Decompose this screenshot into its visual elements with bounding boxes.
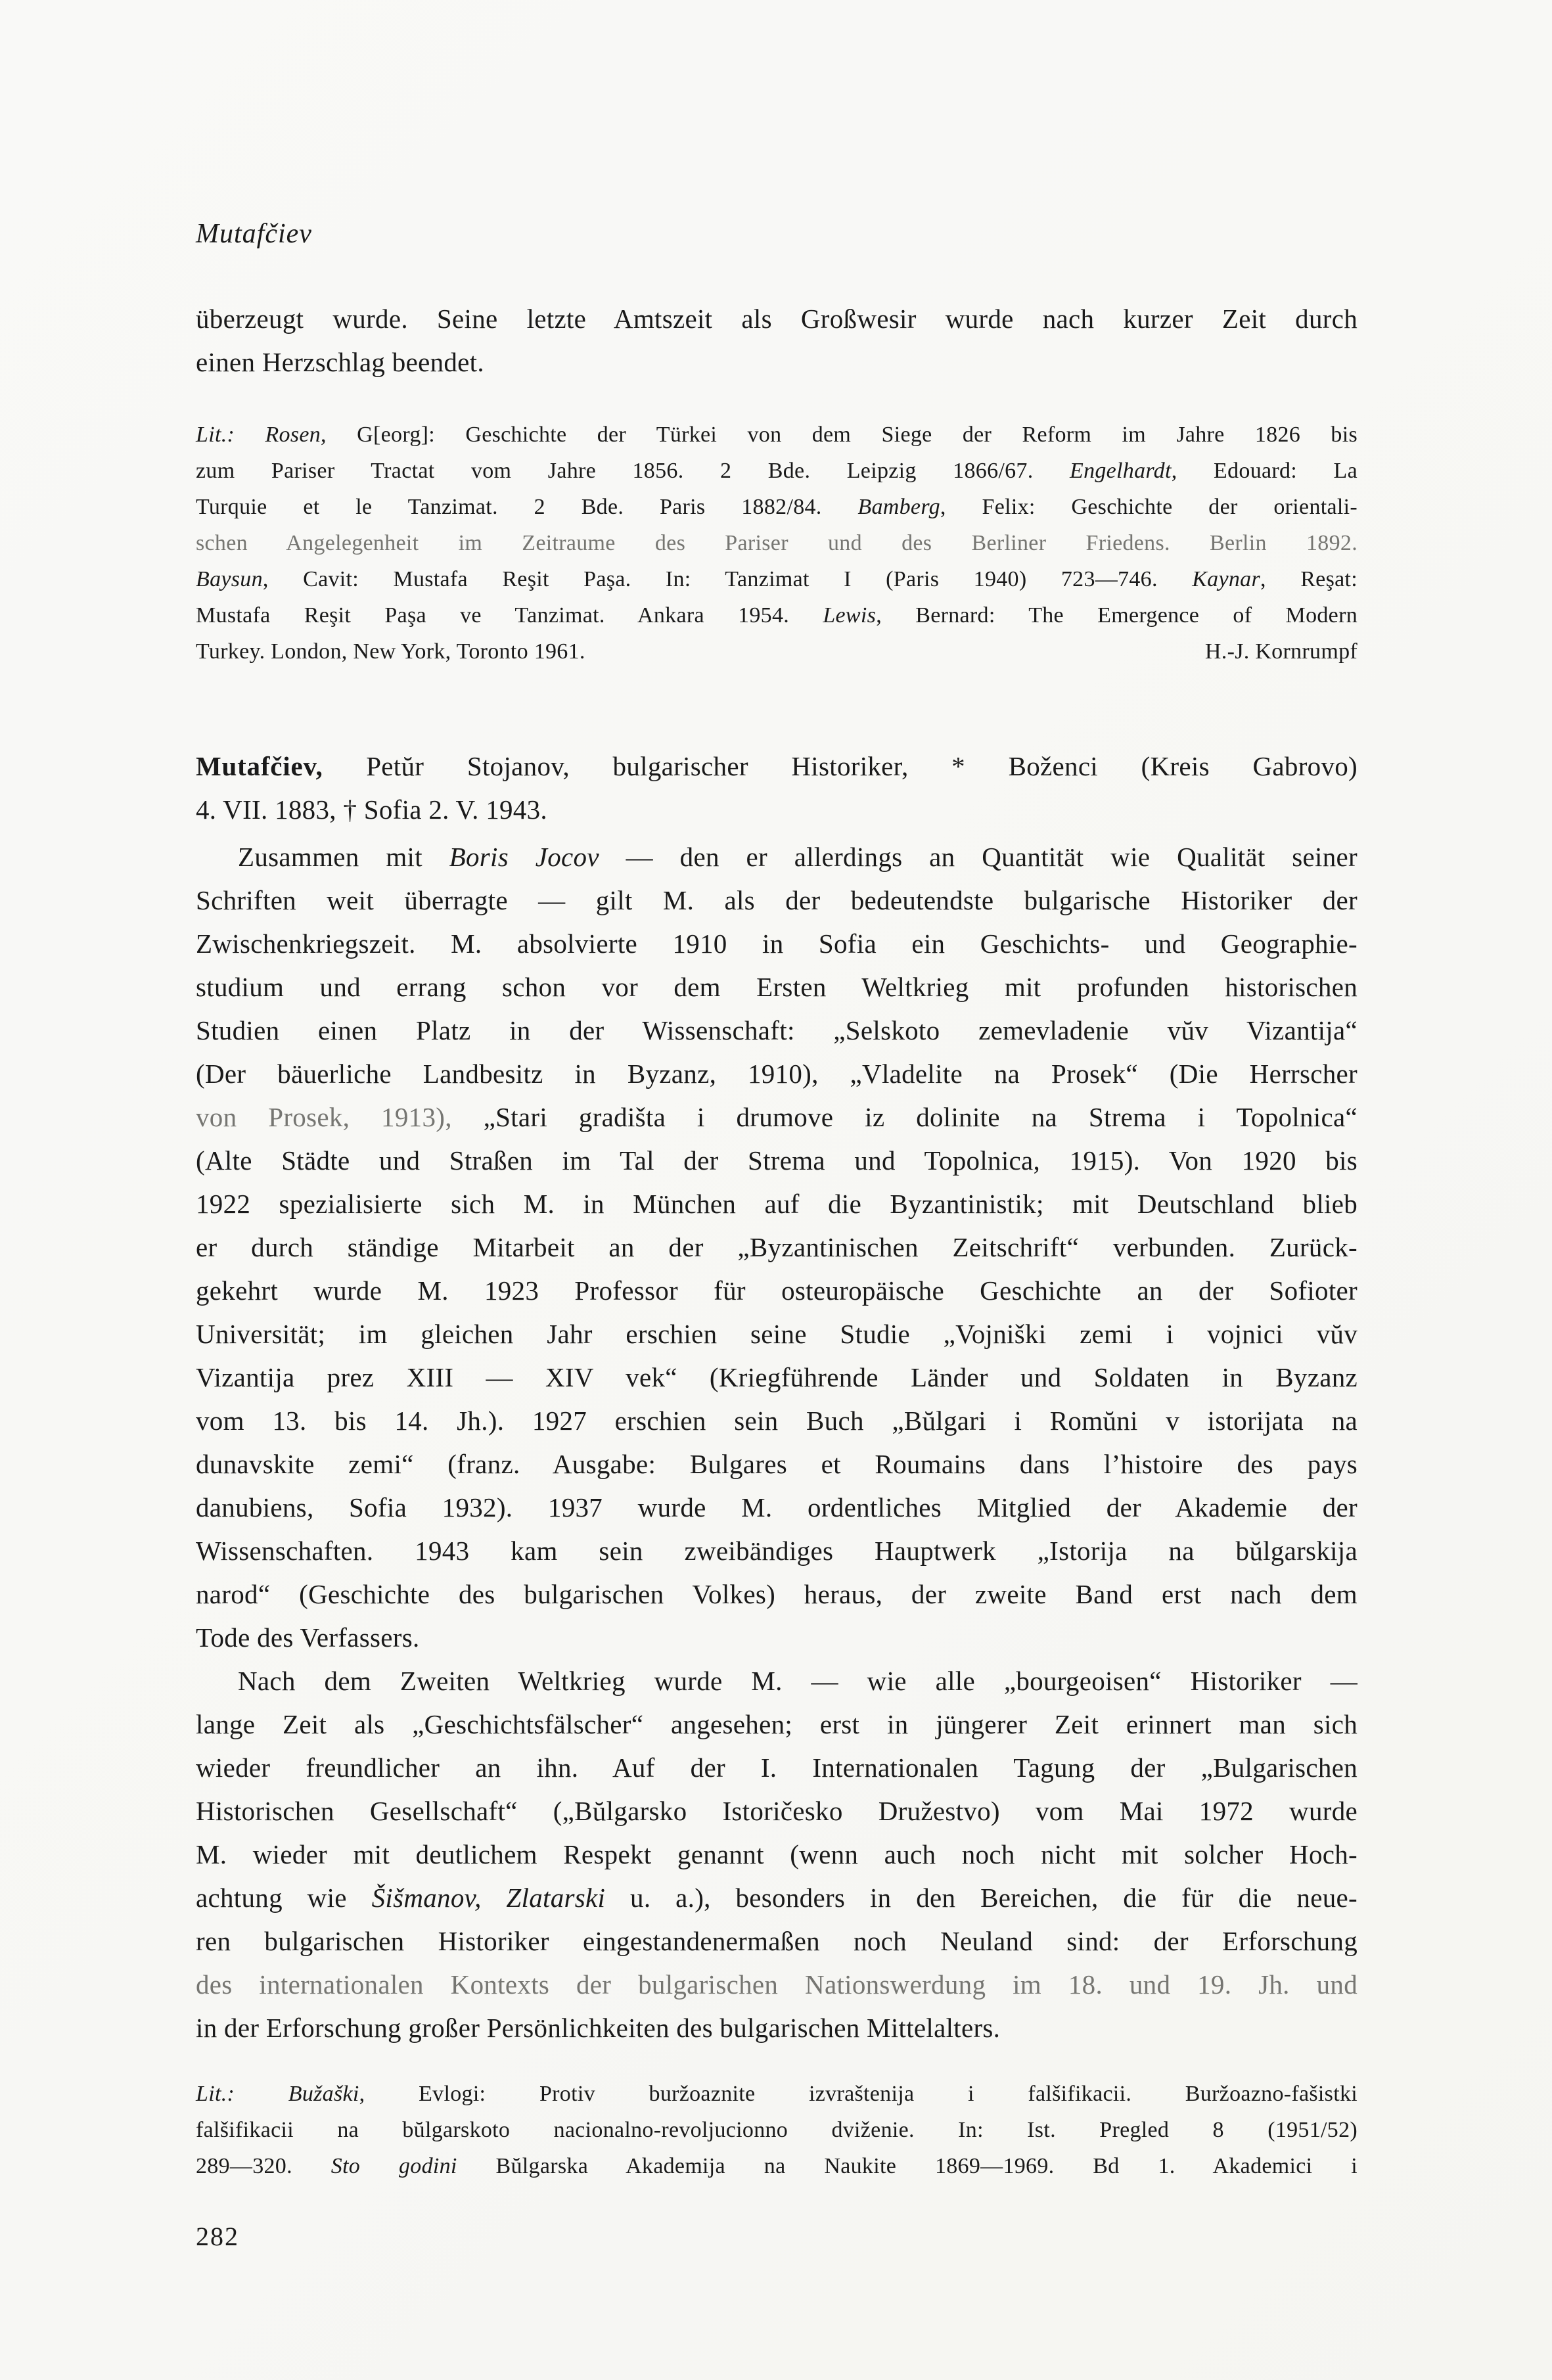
text-segment: , Edouard: La bbox=[1171, 459, 1358, 483]
text-line bbox=[196, 1529, 1358, 1572]
text-segment: , G[eorg]: Geschichte der Türkei von dem Siege der Reform im Jahre 1826 bis bbox=[321, 423, 1358, 447]
text-segment: Wissenschaften. 1943 kam sein zweibändiges Hauptwerk „Istorija na bŭlgarskija bbox=[196, 1536, 1358, 1566]
text-segment: Nach dem Zweiten Weltkrieg wurde M. — wie alle „bourgeoisen“ Historiker — bbox=[238, 1666, 1358, 1696]
text-segment: 1922 spezialisierte sich M. in München auf die Byzantinistik; mit Deutschland blieb bbox=[196, 1189, 1358, 1219]
entry-block bbox=[196, 744, 1358, 2049]
text-segment: Petŭr Stojanov, bulgarischer Historiker, * Boženci (Kreis Gabrovo) bbox=[323, 751, 1358, 781]
text-segment: Engelhardt bbox=[1070, 459, 1172, 483]
text-line bbox=[196, 965, 1358, 1009]
entry-paragraph-2 bbox=[196, 1659, 1358, 2049]
text-segment: , Reşat: bbox=[1260, 567, 1358, 591]
text-segment: Sto godini bbox=[331, 2154, 457, 2178]
text-line bbox=[196, 835, 1358, 879]
text-line bbox=[196, 1616, 1358, 1659]
text-segment: (Der bäuerliche Landbesitz in Byzanz, 1910), „Vladelite na Prosek“ (Die Herrscher bbox=[196, 1059, 1358, 1089]
text-line bbox=[196, 417, 1358, 453]
text-segment: einen Herzschlag beendet. bbox=[196, 347, 484, 377]
text-line bbox=[196, 1225, 1358, 1269]
text-segment: Kaynar bbox=[1192, 567, 1260, 591]
page-number: 282 bbox=[196, 2222, 239, 2251]
text-segment: falšifikacii na bŭlgarskoto nacionalno-revoljucionno dviženie. In: Ist. Pregled 8 (1951/52) bbox=[196, 2118, 1358, 2142]
text-line bbox=[196, 453, 1358, 489]
text-segment: Studien einen Platz in der Wissenschaft: „Selskoto zemevladenie vŭv Vizantija“ bbox=[196, 1015, 1358, 1045]
text-line bbox=[196, 922, 1358, 965]
text-segment: M. wieder mit deutlichem Respekt genannt (wenn auch noch nicht mit solcher Hoch- bbox=[196, 1839, 1358, 1869]
text-segment: achtung wie bbox=[196, 1883, 372, 1913]
text-segment: Bamberg bbox=[857, 495, 940, 519]
text-line bbox=[196, 1833, 1358, 1876]
text-line bbox=[196, 633, 1358, 670]
text-segment: Zusammen mit bbox=[238, 842, 449, 872]
text-line bbox=[196, 879, 1358, 922]
text-segment: Bužaški bbox=[288, 2082, 359, 2106]
text-line bbox=[196, 561, 1358, 597]
text-line bbox=[196, 340, 1358, 384]
text-line bbox=[196, 1009, 1358, 1052]
text-line bbox=[196, 1919, 1358, 1963]
text-line bbox=[196, 1486, 1358, 1529]
text-segment: gekehrt wurde M. 1923 Professor für osteuropäische Geschichte an der Sofioter bbox=[196, 1275, 1358, 1306]
text-line bbox=[196, 1703, 1358, 1746]
text-line bbox=[196, 1746, 1358, 1789]
text-segment: Zwischenkriegszeit. M. absolvierte 1910 in Sofia ein Geschichts- und Geographie- bbox=[196, 928, 1358, 959]
text-line bbox=[196, 1442, 1358, 1486]
text-segment: Mustafa Reşit Paşa ve Tanzimat. Ankara 1954. bbox=[196, 603, 823, 628]
text-segment: Tode des Verfassers. bbox=[196, 1622, 420, 1653]
text-segment: Rosen bbox=[265, 423, 321, 447]
text-segment: lange Zeit als „Geschichtsfälscher“ angesehen; erst in jüngerer Zeit erinnert man sich bbox=[196, 1709, 1358, 1739]
text-line bbox=[196, 1182, 1358, 1225]
text-segment: Universität; im gleichen Jahr erschien seine Studie „Vojniški zemi i vojnici vŭv bbox=[196, 1319, 1358, 1349]
text-segment: Lewis bbox=[823, 603, 877, 628]
text-line bbox=[196, 489, 1358, 525]
text-segment: 289—320. bbox=[196, 2154, 331, 2178]
text-segment: vom 13. bis 14. Jh.). 1927 erschien sein Buch „Bŭlgari i Romŭni v istorijata na bbox=[196, 1406, 1358, 1436]
literature-section-tanzimat bbox=[196, 417, 1358, 670]
running-head: Mutafčiev bbox=[196, 219, 312, 249]
text-segment: Boris Jocov bbox=[449, 842, 599, 872]
text-segment: Baysun bbox=[196, 567, 263, 591]
text-segment: Mutafčiev, bbox=[196, 751, 323, 781]
text-segment: von Prosek, 1913), bbox=[196, 1102, 484, 1132]
text-segment: , Bernard: The Emergence of Modern bbox=[876, 603, 1358, 628]
text-segment: Schriften weit überragte — gilt M. als der bedeutendste bulgarische Historiker der bbox=[196, 885, 1358, 915]
text-line bbox=[196, 1572, 1358, 1616]
text-segment: 4. VII. 1883, † Sofia 2. V. 1943. bbox=[196, 794, 547, 825]
text-line bbox=[196, 1052, 1358, 1095]
text-segment: „Stari gradišta i drumove iz dolinite na Strema i Topolnica“ bbox=[483, 1102, 1358, 1132]
text-line bbox=[196, 2148, 1358, 2184]
text-line bbox=[196, 597, 1358, 633]
text-segment: er durch ständige Mitarbeit an der „Byzantinischen Zeitschrift“ verbunden. Zurück- bbox=[196, 1232, 1358, 1262]
intro-paragraph bbox=[196, 297, 1358, 384]
text-line bbox=[196, 1399, 1358, 1442]
text-segment: danubiens, Sofia 1932). 1937 wurde M. ordentliches Mitglied der Akademie der bbox=[196, 1492, 1358, 1522]
text-segment: u. a.), besonders in den Bereichen, die für die neue- bbox=[605, 1883, 1358, 1913]
text-segment: , Felix: Geschichte der orientali- bbox=[940, 495, 1358, 519]
text-line bbox=[196, 2112, 1358, 2148]
text-line bbox=[196, 2076, 1358, 2112]
text-line bbox=[196, 1659, 1358, 1703]
text-segment: Vizantija prez XIII — XIV vek“ (Kriegführende Länder und Soldaten in Byzanz bbox=[196, 1362, 1358, 1392]
text-segment: des internationalen Kontexts der bulgarischen Nationswerdung im 18. und 19. Jh. und bbox=[196, 1969, 1358, 2000]
text-segment: (Alte Städte und Straßen im Tal der Strema und Topolnica, 1915). Von 1920 bis bbox=[196, 1145, 1358, 1176]
text-segment: Šišmanov, Zlatarski bbox=[371, 1883, 606, 1913]
text-line bbox=[196, 1139, 1358, 1182]
text-segment: Historischen Gesellschaft“ („Bŭlgarsko Istoričesko Družestvo) vom Mai 1972 wurde bbox=[196, 1796, 1358, 1826]
text-segment: , Cavit: Mustafa Reşit Paşa. In: Tanzimat I (Paris 1940) 723—746. bbox=[262, 567, 1193, 591]
text-segment: schen Angelegenheit im Zeitraume des Pariser und des Berliner Friedens. Berlin 1892. bbox=[196, 531, 1358, 555]
text-segment: zum Pariser Tractat vom Jahre 1856. 2 Bde. Leipzig 1866/67. bbox=[196, 459, 1070, 483]
text-line bbox=[196, 525, 1358, 561]
text-line bbox=[196, 744, 1358, 788]
text-segment: studium und errang schon vor dem Ersten Weltkrieg mit profunden historischen bbox=[196, 972, 1358, 1002]
text-segment: , Evlogi: Protiv buržoaznite izvraštenija i falšifikacii. Buržoazno-fašistki bbox=[359, 2082, 1358, 2106]
text-line bbox=[196, 1312, 1358, 1356]
text-segment: Lit.: bbox=[196, 2082, 288, 2106]
text-line bbox=[196, 1789, 1358, 1833]
entry-heading bbox=[196, 744, 1358, 831]
text-segment: narod“ (Geschichte des bulgarischen Volkes) heraus, der zweite Band erst nach dem bbox=[196, 1579, 1358, 1609]
text-line bbox=[196, 1269, 1358, 1312]
text-segment: Turquie et le Tanzimat. 2 Bde. Paris 1882/84. bbox=[196, 495, 858, 519]
text-segment: überzeugt wurde. Seine letzte Amtszeit als Großwesir wurde nach kurzer Zeit durch bbox=[196, 304, 1358, 334]
text-segment: Turkey. London, New York, Toronto 1961. bbox=[196, 639, 585, 664]
text-segment: Lit.: bbox=[196, 423, 265, 447]
text-line bbox=[196, 1963, 1358, 2006]
author-signature: H.-J. Kornrumpf bbox=[1204, 639, 1358, 664]
text-line bbox=[196, 1095, 1358, 1139]
literature-section-mutafciev bbox=[196, 2076, 1358, 2184]
text-segment: dunavskite zemi“ (franz. Ausgabe: Bulgares et Roumains dans l’histoire des pays bbox=[196, 1449, 1358, 1479]
text-line bbox=[196, 297, 1358, 340]
text-segment: wieder freundlicher an ihn. Auf der I. Internationalen Tagung der „Bulgarischen bbox=[196, 1752, 1358, 1783]
text-line bbox=[196, 788, 1358, 831]
text-segment: — den er allerdings an Quantität wie Qualität seiner bbox=[599, 842, 1358, 872]
text-segment: ren bulgarischen Historiker eingestandenermaßen noch Neuland sind: der Erforschung bbox=[196, 1926, 1358, 1956]
text-line bbox=[196, 1356, 1358, 1399]
text-line bbox=[196, 1876, 1358, 1919]
text-segment: Bŭlgarska Akademija na Naukite 1869—1969. Bd 1. Akademici i bbox=[457, 2154, 1358, 2178]
entry-paragraph-1 bbox=[196, 835, 1358, 1659]
text-segment: in der Erforschung großer Persönlichkeiten des bulgarischen Mittelalters. bbox=[196, 2013, 1001, 2043]
text-line bbox=[196, 2006, 1358, 2049]
